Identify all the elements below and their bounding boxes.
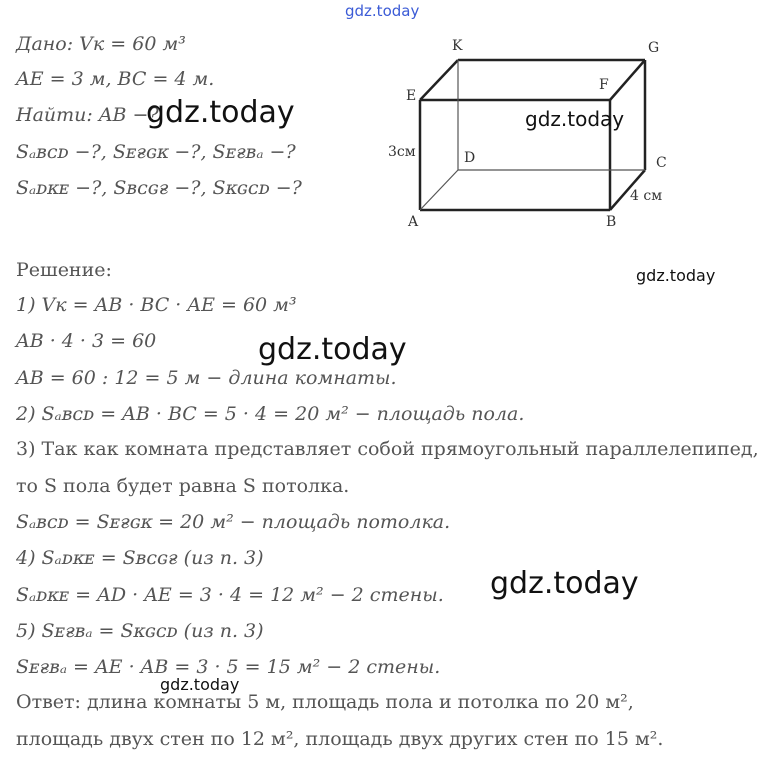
watermark: gdz.today — [160, 675, 240, 694]
solution-step1-eq: AB · 4 · 3 = 60 — [16, 330, 157, 352]
solution-step5: 5) Sᴇғʙₐ = Sᴋɢᴄᴅ (из п. 3) — [16, 620, 264, 642]
watermark: gdz.today — [636, 266, 716, 285]
answer-line1: Ответ: длина комнаты 5 м, площадь пола и потолка по 20 м², — [16, 691, 634, 713]
vertex-label-f: F — [599, 77, 609, 93]
solution-step1-result: AB = 60 : 12 = 5 м − длина комнаты. — [16, 367, 397, 389]
watermark: gdz.today — [258, 332, 407, 367]
height-label: 3см — [388, 144, 416, 160]
solution-step1: 1) Vк = AB · BC · AE = 60 м³ — [16, 294, 297, 316]
vertex-label-d: D — [464, 150, 476, 166]
solution-step4-eq: Sₐᴅᴋᴇ = AD · AE = 3 · 4 = 12 м² − 2 стены. — [16, 584, 444, 606]
answer-line2: площадь двух стен по 12 м², площадь двух других стен по 15 м². — [16, 728, 664, 750]
width-label: 4 см — [630, 188, 663, 204]
vertex-label-c: C — [656, 155, 667, 171]
vertex-label-b: B — [606, 214, 617, 230]
solution-step3: 3) Так как комната представляет собой прямоугольный параллелепипед, — [16, 438, 759, 460]
find-areas-row2: Sₐᴅᴋᴇ −?, Sʙᴄɢғ −?, Sᴋɢᴄᴅ −? — [16, 177, 302, 199]
vertex-label-k: K — [452, 38, 463, 54]
solution-step2: 2) Sₐʙᴄᴅ = AB · BC = 5 · 4 = 20 м² − площадь пола. — [16, 403, 525, 425]
watermark: gdz.today — [146, 95, 295, 130]
find-areas-row1: Sₐʙᴄᴅ −?, Sᴇғɢᴋ −?, Sᴇғʙₐ −? — [16, 141, 296, 163]
solution-heading: Решение: — [16, 259, 112, 281]
watermark: gdz.today — [525, 107, 625, 131]
find-ab: Найти: AB −? — [16, 104, 159, 126]
solution-step5-eq: Sᴇғʙₐ = AE · AB = 3 · 5 = 15 м² − 2 стены. — [16, 656, 441, 678]
vertex-label-g: G — [648, 40, 660, 56]
solution-step3-eq: Sₐʙᴄᴅ = Sᴇғɢᴋ = 20 м² − площадь потолка. — [16, 511, 451, 533]
given-dimensions: AE = 3 м, BC = 4 м. — [16, 68, 215, 90]
vertex-label-a: A — [408, 214, 419, 230]
watermark-top: gdz.today — [345, 2, 420, 20]
parallelepiped-figure — [380, 30, 680, 235]
vertex-label-e: E — [406, 88, 417, 104]
given-volume: Дано: Vк = 60 м³ — [16, 33, 186, 55]
solution-step3-cont: то S пола будет равна S потолка. — [16, 475, 350, 497]
solution-step4: 4) Sₐᴅᴋᴇ = Sʙᴄɢғ (из п. 3) — [16, 547, 264, 569]
watermark: gdz.today — [490, 566, 639, 601]
